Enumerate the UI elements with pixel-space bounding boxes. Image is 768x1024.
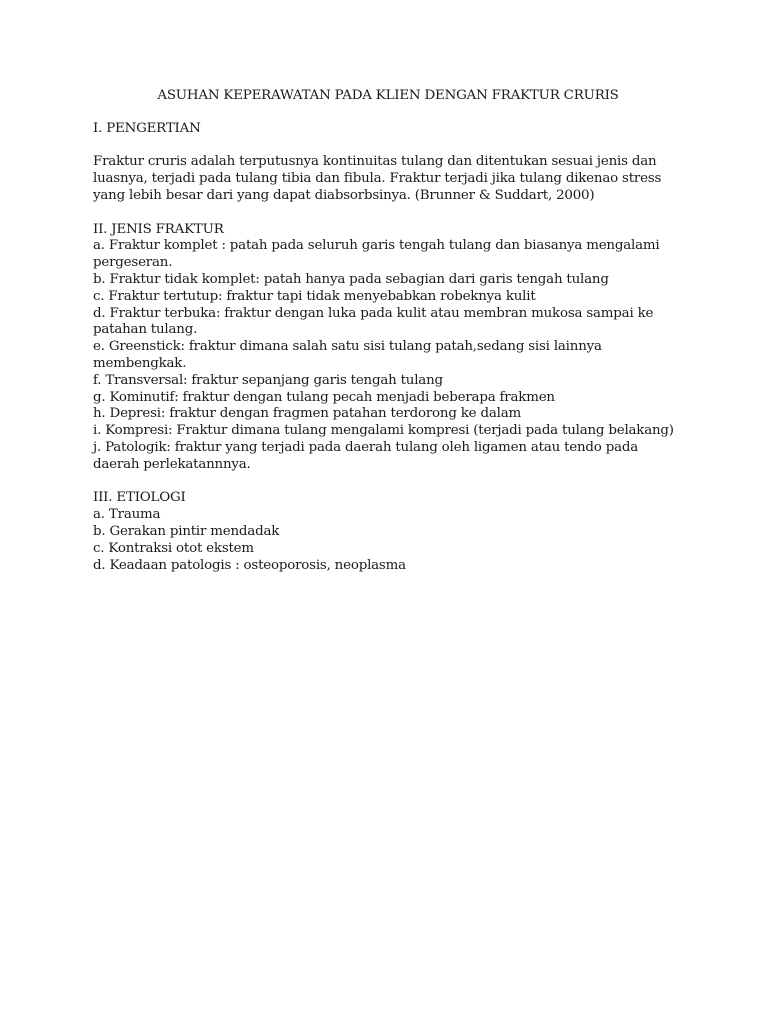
list-item: f. Transversal: fraktur sepanjang garis tengah tulang [93,372,443,388]
list-item: a. Fraktur komplet : patah pada seluruh garis tengah tulang dan biasanya mengalami pergeseran. [93,238,660,271]
list-item: j. Patologik: fraktur yang terjadi pada daerah tulang oleh ligamen atau tendo pada daerah perlekatannnya. [93,439,639,472]
list-item: d. Fraktur terbuka: fraktur dengan luka pada kulit atau membran mukosa sampai ke patahan tulang. [93,305,654,338]
list-item: g. Kominutif: fraktur dengan tulang pecah menjadi beberapa frakmen [93,389,555,405]
etiologi-list [93,507,683,574]
list-item: b. Gerakan pintir mendadak [93,523,280,539]
list-item: a. Trauma [93,507,161,523]
document-content [93,88,683,574]
jenis-fraktur-list [93,238,683,473]
list-item: c. Fraktur tertutup: fraktur tapi tidak menyebabkan robeknya kulit [93,288,536,304]
pengertian-paragraph: Fraktur cruris adalah terputusnya kontinuitas tulang dan ditentukan sesuai jenis dan luasnya, terjadi pada tulang tibia dan fibula. Fraktur terjadi jika tulang dikenao stress yang lebih besar dari yang dapat diabsorbsinya. (Brunner & Suddart, 2000) [93,154,662,203]
section-heading-jenis-fraktur: II. JENIS FRAKTUR [93,221,224,237]
section-heading-etiologi: III. ETIOLOGI [93,490,186,506]
list-item: d. Keadaan patologis : osteoporosis, neoplasma [93,557,406,573]
spacer [93,474,683,491]
document-title: ASUHAN KEPERAWATAN PADA KLIEN DENGAN FRAKTUR CRURIS [157,88,619,103]
spacer [93,138,683,155]
list-item: e. Greenstick: fraktur dimana salah satu sisi tulang patah,sedang sisi lainnya membengkak. [93,339,602,371]
list-item: c. Kontraksi otot ekstem [93,540,254,556]
spacer [93,205,683,222]
list-item: h. Depresi: fraktur dengan fragmen patahan terdorong ke dalam [93,406,521,422]
section-heading-pengertian: I. PENGERTIAN [93,120,201,136]
list-item: i. Kompresi: Fraktur dimana tulang mengalami kompresi (terjadi pada tulang belakang) [93,423,674,439]
list-item: b. Fraktur tidak komplet: patah hanya pada sebagian dari garis tengah tulang [93,271,609,287]
